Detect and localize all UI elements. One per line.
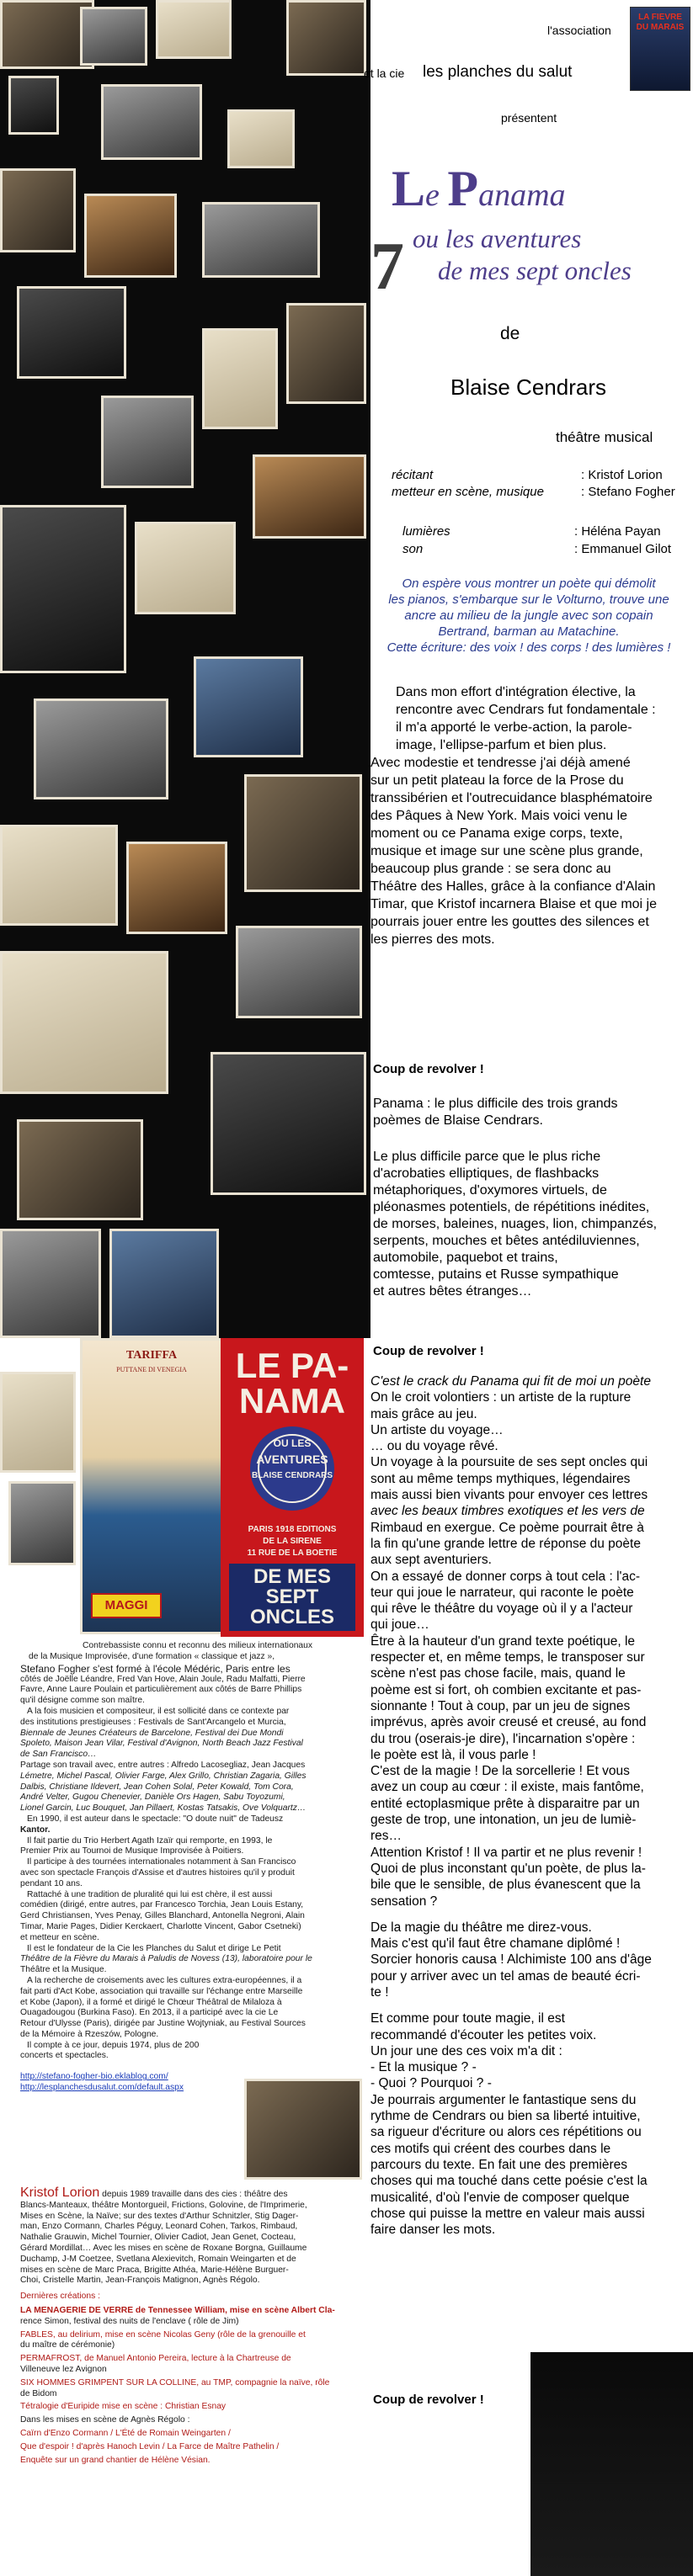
- collage-photo: [8, 1481, 76, 1565]
- collage-photo: [0, 951, 168, 1094]
- text-line: imprévus, après avoir creusé et creusé, au fond: [370, 1715, 647, 1730]
- collage-photo: [202, 328, 278, 429]
- intro-line: Avec modestie et tendresse j'ai déjà amené: [370, 756, 631, 770]
- collage-photo: [0, 825, 118, 926]
- creation-line: SIX HOMMES GRIMPENT SUR LA COLLINE, au TMP, compagnie la naïve, rôle: [20, 2377, 330, 2387]
- text-line: la fin qu'une grande lettre de réponse du poète: [370, 1536, 641, 1551]
- text-line: Sorcier honoris causa ! Alchimiste 100 ans d'âge: [370, 1952, 652, 1968]
- text-line: - Quoi ? Pourquoi ? -: [370, 2076, 492, 2091]
- collage-photo: [80, 7, 147, 66]
- tagline: [365, 576, 693, 656]
- bio-line: A la recherche de croisements avec les cultures extra-européennes, il a: [27, 1975, 302, 1985]
- text-line: De la magie du théâtre me direz-vous.: [370, 1920, 592, 1935]
- bio-line: man, Enzo Cormann, Charles Péguy, Leonard Cohen, Tarkos, Rimbaud,: [20, 2222, 298, 2232]
- credit-role: lumières: [402, 524, 450, 539]
- creation-line: Enquête sur un grand chantier de Hélène Vésian.: [20, 2455, 211, 2465]
- show-title-line-3: de mes sept oncles: [438, 256, 632, 285]
- bio-line: concerts et spectacles.: [20, 2051, 109, 2061]
- title-rest: anama: [478, 178, 566, 213]
- text-line: d'acrobaties elliptiques, de flashbacks: [373, 1166, 600, 1181]
- text-line: qui joue…: [370, 1617, 429, 1633]
- bio-line: Biennale de Jeunes Créateurs de Barcelone, Festival dei Due Mondi: [20, 1728, 284, 1738]
- badge-line-2: DU MARAIS: [636, 23, 685, 32]
- bio-line: et Kobe (Japon), il a formé et dirigé le Chœur Théâtral de Milaloza à: [20, 1997, 282, 2007]
- bio-line: mises en scène de Marc Praca, Brigitte Athéa, Marie-Hélène Burguer-: [20, 2265, 289, 2275]
- text-line: … ou du voyage rêvé.: [370, 1439, 498, 1454]
- poster-title-nama: NAMA: [239, 1381, 345, 1421]
- text-line: ces motifs qui créent des courbes dans le: [370, 2141, 611, 2156]
- intro-line: pourrais jouer entre les gouttes des silences et: [370, 915, 649, 929]
- collage-photo: [0, 1229, 101, 1338]
- intro-line: il m'a apporté le verbe-action, la parole-: [396, 720, 632, 735]
- collage-photo: [101, 396, 194, 488]
- text-line: qui rêve le théâtre du voyage où il y a l'acteur: [370, 1601, 633, 1617]
- text-line: bile que le sensible, de plus évanescent que la: [370, 1878, 641, 1893]
- bio-line: André Velter, Gugou Chenevier, Danièle Ors Hagen, Sabu Toyozumi,: [20, 1793, 285, 1803]
- creation-line: rence Simon, festival des nuits de l'enclave ( rôle de Jim): [20, 2316, 239, 2326]
- text-line: Je pourrais argumenter le fantastique sens du: [370, 2092, 637, 2107]
- header-association: l'association: [547, 24, 611, 37]
- bio-line: Blancs-Manteaux, théâtre Montorgueil, Frictions, Golovine, de l'Imprimerie,: [20, 2200, 307, 2210]
- text-line: choses qui ma touché dans cette poésie c'est la: [370, 2174, 648, 2189]
- intro-line: beaucoup plus grande : se sera donc au: [370, 862, 611, 876]
- bio-line: depuis 1989 travaille dans des cies : théâtre des: [102, 2190, 288, 2199]
- poster-ou-les: OU LES: [273, 1437, 312, 1449]
- title-letter-L: L: [392, 161, 426, 216]
- collage-photo: [126, 842, 227, 934]
- credit-name: : Kristof Lorion: [581, 468, 663, 482]
- text-line: pour y arriver avec un tel amas de beauté écri-: [370, 1968, 641, 1984]
- text-line: Un artiste du voyage…: [370, 1422, 504, 1437]
- intro-line: les pierres des mots.: [370, 932, 495, 947]
- poster-sept: SEPT: [265, 1585, 319, 1608]
- text-line: respecter et, en même temps, le transposer sur: [370, 1650, 645, 1665]
- intro-line: moment ou ce Panama exige corps, texte,: [370, 826, 623, 841]
- text-line: automobile, paquebot et trains,: [373, 1251, 558, 1265]
- collage-photo: [17, 1119, 143, 1220]
- text-line: C'est le crack du Panama qui fit de moi un poète: [370, 1374, 651, 1389]
- text-line: Un jour une des ces voix m'a dit :: [370, 2043, 562, 2058]
- intro-line: des Pâques à New York. Mais voici venu le: [370, 809, 628, 823]
- bio-line: Spoleto, Maison Jean Vilar, Festival d'Avignon, North Beach Jazz Festival: [20, 1739, 303, 1749]
- bio-line: Duchamp, J-M Coetzee, Svetlana Alexievitch, Romain Weingarten et de: [20, 2254, 296, 2264]
- section-heading: Coup de revolver !: [373, 2393, 484, 2407]
- text-line: entité ectoplasmique prête à disparaitre par un: [370, 1796, 640, 1811]
- bio-line: qu'il désigne comme son maître.: [20, 1696, 145, 1706]
- text-line: rythme de Cendrars ou bien sa liberté intuitive,: [370, 2109, 641, 2124]
- text-line: Le plus difficile parce que le plus riche: [373, 1150, 601, 1164]
- tagline-line: ancre au milieu de la jungle avec son copain: [404, 608, 653, 623]
- fievre-du-marais-badge: [630, 7, 690, 91]
- collage-photo: [286, 0, 366, 76]
- title-letter-e: e: [425, 178, 440, 213]
- bio-line: Contrebassiste connu et reconnu des milieux internationaux: [83, 1641, 313, 1650]
- tagline-line: On espère vous montrer un poète qui démolit: [402, 576, 656, 591]
- header-presente: présentent: [501, 111, 557, 125]
- text-line: Attention Kristof ! Il va partir et ne plus revenir !: [370, 1845, 642, 1860]
- section-heading: Coup de revolver !: [373, 1062, 484, 1076]
- collage-photo: [202, 202, 320, 278]
- bio-line: Lémetre, Michel Pascal, Olivier Farge, Alex Grillo, Christian Zagaria, Gilles: [20, 1771, 307, 1781]
- bio-line: avec son spectacle François d'Assise et d'autres histoires qu'il y produit: [20, 1867, 295, 1878]
- bio-line: de la Mémoire à Rzeszów, Pologne.: [20, 2029, 159, 2039]
- credit-role: metteur en scène, musique: [392, 485, 544, 499]
- bio-stefano: [20, 1641, 365, 2094]
- collage-photo: [8, 76, 59, 135]
- text-line: métaphoriques, d'oxymores virtuels, de: [373, 1183, 607, 1198]
- bio-line: de San Francisco…: [20, 1750, 97, 1760]
- intro-line: sur un petit plateau la force de la Prose du: [370, 773, 624, 788]
- dernieres-creations-label: Dernières créations :: [20, 2292, 100, 2302]
- collage-photo: [244, 774, 362, 892]
- poster-title-le-pa: LE PA-: [235, 1346, 349, 1385]
- collage-photo: [0, 168, 76, 252]
- bio-kristof: [20, 2188, 365, 2466]
- bio-line: comédien (dirigé, entre autres, par Francesco Torchia, Jean Louis Estany,: [20, 1900, 304, 1910]
- text-line: serpents, mouches et bêtes antédiluviennes,: [373, 1234, 640, 1248]
- photo-collage: [0, 0, 370, 1338]
- maggi-sign: MAGGI: [91, 1593, 162, 1618]
- bio-line: Retour d'Ulysse (Paris), dirigée par Justine Wojtyniak, au Festival Sources: [20, 2019, 306, 2029]
- collage-photo: [0, 505, 126, 673]
- performer-photo: [530, 2352, 693, 2576]
- bio-line: Il est le fondateur de la Cie les Planches du Salut et dirige Le Petit: [27, 1943, 281, 1953]
- collage-photo: [253, 454, 366, 539]
- section-heading: Coup de revolver !: [373, 1344, 484, 1358]
- poster-collage: [0, 1338, 221, 1637]
- collage-photo: [286, 303, 366, 404]
- text-line: - Et la musique ? -: [370, 2060, 477, 2075]
- poster-blaise: BLAISE CENDRARS: [251, 1471, 333, 1480]
- bio-line: Mises en Scène, la Naïve; sur des textes d'Arthur Schnitzler, Stig Dager-: [20, 2211, 299, 2221]
- collage-photo: [34, 698, 168, 799]
- section1-p1: [373, 1096, 689, 1129]
- credit-name: : Héléna Payan: [574, 524, 661, 539]
- poster-oncles: ONCLES: [249, 1606, 334, 1628]
- creation-line: du maître de cérémonie): [20, 2340, 115, 2350]
- text-line: Un voyage à la poursuite de ses sept oncles qui: [370, 1455, 648, 1470]
- bio-line: Théâtre et la Musique.: [20, 1965, 107, 1975]
- collage-photo: [156, 0, 232, 59]
- bio-line: Il compte à ce jour, depuis 1974, plus de 200: [27, 2040, 200, 2050]
- text-line: sionnante ! Tout à coup, par un jeu de signes: [370, 1698, 631, 1713]
- text-line: le poète est là, il vous parle !: [370, 1747, 536, 1762]
- intro-line: Théâtre des Halles, grâce à la confiance d'Alain: [370, 879, 656, 894]
- bio-line: Gerd Christiansen, Yves Penay, Gilles Blanchard, Antonella Negroni, Alain: [20, 1911, 305, 1921]
- creation-line: de Bidom: [20, 2388, 57, 2398]
- text-line: mais aussi bien vivants pour envoyer ces lettres: [370, 1488, 648, 1503]
- show-title-line-2: ou les aventures: [413, 224, 582, 253]
- bio-line: Rattaché à une tradition de pluralité qui lui est chère, il est aussi: [27, 1889, 273, 1899]
- text-line: poème est si fort, oh combien excitante et pas-: [370, 1682, 642, 1697]
- text-line: faire danser les mots.: [370, 2223, 496, 2238]
- bio-line: Lionel Garcin, Luc Bouquet, Jan Pillaert, Kostas Tatsakis, Ove Volquartz…: [20, 1803, 307, 1814]
- collage-photo: [236, 926, 362, 1018]
- kristof-name: Kristof Lorion: [20, 2186, 100, 2200]
- text-line: Quoi de plus inconstant qu'un poète, de plus la-: [370, 1861, 646, 1876]
- bio-line: Il participe à des tournées internationales notamment à San Francisco: [27, 1857, 296, 1867]
- text-line: parcours du texte. En fait une des premières: [370, 2157, 627, 2172]
- text-line: musicalité, d'où l'envie de composer quelque: [370, 2190, 630, 2205]
- text-line: aux sept aventuriers.: [370, 1553, 492, 1568]
- text-line: poèmes de Blaise Cendrars.: [373, 1113, 543, 1128]
- text-line: teur qui joue le narrateur, qui raconte le poète: [370, 1585, 634, 1600]
- bio-line: En 1990, il est auteur dans le spectacle: "O doute nuit" de Tadeusz: [27, 1814, 284, 1824]
- bio-line: Favre, Anne Laure Poulain et particulièrement aux côtés de Barre Phillips: [20, 1685, 302, 1695]
- show-title-number: 7: [370, 230, 404, 304]
- collage-photo: [17, 286, 126, 379]
- credit-name: : Emmanuel Gilot: [574, 542, 672, 556]
- credit-name: : Stefano Fogher: [581, 485, 675, 499]
- show-title-line-1: [392, 160, 566, 218]
- panama-poster: [221, 1338, 364, 1637]
- creation-line: Caïrn d'Enzo Cormann / L'Été de Romain Weingarten /: [20, 2428, 231, 2438]
- text-line: sa rigueur d'écriture ou alors ces répétitions ou: [370, 2125, 642, 2140]
- text-line: Panama : le plus difficile des trois grands: [373, 1097, 618, 1111]
- bio-line: Dalbis, Christiane Ildevert, Jean Cohen Solal, Peter Kowald, Tom Cora,: [20, 1782, 294, 1792]
- text-line: avec les beaux timbres exotiques et les vers de: [370, 1504, 645, 1519]
- header-cie-name: les planches du salut: [423, 63, 573, 81]
- intro-line: musique et image sur une scène plus grande,: [370, 844, 643, 858]
- text-line: avez un coup au cœur : il existe, mais fantôme,: [370, 1780, 644, 1795]
- bio-line: Théâtre de la Fièvre du Marais à Paludis de Novess (13), laboratoire pour le: [20, 1954, 312, 1964]
- tagline-line: les pianos, s'embarque sur le Volturno, trouve une: [388, 592, 669, 607]
- text-line: sont au même temps mythiques, légendaires: [370, 1471, 631, 1486]
- text-line: res…: [370, 1829, 402, 1844]
- creation-line: Villeneuve lez Avignon: [20, 2364, 107, 2374]
- collage-photo: [109, 1229, 219, 1338]
- creation-line: FABLES, au delirium, mise en scène Nicolas Geny (rôle de la grenouille et: [20, 2329, 306, 2340]
- collage-photo: [194, 656, 303, 757]
- bio-line: Partage son travail avec, entre autres : Alfredo Lacosegliaz, Jean Jacques: [20, 1760, 306, 1770]
- collage-photo: [227, 109, 295, 168]
- bio-line: des institutions prestigieuses : Festivals de Sant'Arcangelo et Murcia,: [20, 1717, 286, 1727]
- text-line: mais grâce au jeu.: [370, 1406, 477, 1421]
- section2-text: [370, 1373, 690, 2238]
- author-name: Blaise Cendrars: [450, 374, 606, 400]
- bio-line: de la Musique Improvisée, d'une formation « classique et jazz »,: [29, 1651, 275, 1661]
- genre: théâtre musical: [556, 429, 653, 445]
- book-title-tariffa: TARIFFA: [125, 1349, 178, 1362]
- book-cover: [80, 1338, 223, 1634]
- credit-role: son: [402, 542, 424, 556]
- spacer: [370, 2000, 690, 2010]
- tagline-line: Cette écriture: des voix ! des corps ! des lumières !: [386, 640, 671, 655]
- bio-line: A la fois musicien et compositeur, il est sollicité dans ce contexte par: [27, 1706, 290, 1716]
- collage-photo: [0, 1372, 76, 1473]
- text-line: et autres bêtes étranges…: [373, 1284, 532, 1299]
- intro-line: transsibérien et l'outrecuidance blasphématoire: [370, 791, 653, 805]
- bio-line: côtés de Joëlle Léandre, Fred Van Hove, Alain Joule, Radu Malfatti, Pierre: [20, 1674, 306, 1684]
- text-line: comtesse, putains et Russe sympathique: [373, 1267, 619, 1282]
- title-letter-P: P: [447, 161, 479, 216]
- bio-line: Ouagadougou (Burkina Faso). En 2013, il a participé avec la cie Le: [20, 2008, 279, 2018]
- intro-line: rencontre avec Cendrars fut fondamentale :: [396, 703, 656, 717]
- poster-de-mes: DE MES: [253, 1565, 331, 1588]
- bio-line: Premier Prix au Tournoi de Musique Improvisée à Poitiers.: [20, 1846, 244, 1856]
- intro-line: Dans mon effort d'intégration élective, la: [396, 685, 636, 699]
- stefano-photo: [244, 2079, 362, 2180]
- poster-publisher-3: 11 RUE DE LA BOETIE: [247, 1548, 338, 1558]
- text-line: de morses, baleines, nuages, lion, chimpanzés,: [373, 1217, 658, 1231]
- title-de: de: [500, 324, 520, 343]
- text-line: Être à la hauteur d'un grand texte poétique, le: [370, 1633, 636, 1649]
- intro-text: [370, 683, 689, 948]
- text-line: recommandé d'écouter les petites voix.: [370, 2027, 597, 2042]
- creation-line: Dans les mises en scène de Agnès Régolo :: [20, 2415, 190, 2425]
- bio-line: Kantor.: [20, 1824, 51, 1835]
- collage-photo: [211, 1052, 366, 1195]
- header-cie-prefix: et la cie: [364, 66, 405, 80]
- text-line: Et comme pour toute magie, il est: [370, 2011, 565, 2026]
- intro-line: image, l'ellipse-parfum et bien plus.: [396, 738, 607, 752]
- poster-aventures: AVENTURES: [256, 1453, 328, 1466]
- bio-line: Il fait partie du Trio Herbert Agath Izaïr qui remporte, en 1993, le: [27, 1835, 273, 1846]
- creation-line: PERMAFROST, de Manuel Antonio Pereira, lecture à la Chartreuse de: [20, 2354, 291, 2364]
- text-line: scène n'est pas chose facile, mais, quand le: [370, 1666, 626, 1681]
- creation-line: Tétralogie d'Euripide mise en scène : Christian Esnay: [20, 2402, 227, 2412]
- creation-line: Que d'espoir ! d'après Hanoch Levin / La Farce de Maître Pathelin /: [20, 2441, 280, 2451]
- creation-line: LA MENAGERIE DE VERRE de Tennessee William, mise en scène Albert Cla-: [20, 2305, 335, 2315]
- book-subtitle: PUTTANE DI VENEGIA: [116, 1366, 187, 1373]
- bio-line: Gérard Mordillat… Avec les mises en scène de Roxane Borgna, Guillaume: [20, 2243, 307, 2253]
- text-line: te !: [370, 1984, 389, 2000]
- text-line: geste de trop, une intonation, un jeu de lumiè-: [370, 1813, 637, 1828]
- text-line: Rimbaud en exergue. Ce poème pourrait être à: [370, 1520, 644, 1535]
- badge-line-1: LA FIEVRE: [638, 13, 682, 22]
- tagline-line: Bertrand, barman au Matachine.: [438, 624, 620, 639]
- credit-role: récitant: [392, 468, 434, 482]
- poster-publisher-1: PARIS 1918 EDITIONS: [248, 1525, 337, 1534]
- poster-publisher-2: DE LA SIRENE: [263, 1537, 322, 1546]
- intro-line: Timar, que Kristof incarnera Blaise et que moi je: [370, 897, 658, 911]
- bio-line: Stefano Fogher s'est formé à l'école Médéric, Paris entre les: [20, 1662, 291, 1675]
- text-line: pléonasmes potentiels, de répétitions inédites,: [373, 1200, 650, 1214]
- text-line: chose qui puisse la mettre en valeur mais aussi: [370, 2206, 645, 2221]
- poster-emblem: [242, 1422, 343, 1515]
- stefano-bio-link[interactable]: http://stefano-fogher-bio.eklablog.com/: [20, 2072, 168, 2082]
- bio-line: Timar, Marie Pages, Didier Kerckaert, Charlotte Vincent, Gabor Csetneki): [20, 1921, 301, 1931]
- planches-du-salut-link[interactable]: http://lesplanchesdusalut.com/default.aspx: [20, 2083, 184, 2093]
- collage-photo: [135, 522, 236, 614]
- text-line: On a essayé de donner corps à tout cela : l'ac-: [370, 1569, 641, 1584]
- bio-line: pendant 10 ans.: [20, 1878, 83, 1888]
- collage-photo: [84, 194, 177, 278]
- text-line: Mais c'est qu'il faut être chamane diplômé !: [370, 1936, 621, 1952]
- bio-line: et metteur en scène.: [20, 1932, 99, 1942]
- bio-line: Nathalie Grauwin, Michel Tournier, Olivier Cadiot, Jean Genet, Cocteau,: [20, 2233, 296, 2243]
- text-line: C'est de la magie ! De la sorcellerie ! Et vous: [370, 1764, 630, 1779]
- collage-photo: [101, 84, 202, 160]
- text-line: On le croit volontiers : un artiste de la rupture: [370, 1390, 632, 1405]
- text-line: du trou (oserais-je dire), l'incarnation s'opère :: [370, 1731, 636, 1746]
- text-line: sensation ?: [370, 1893, 438, 1909]
- bio-line: Choi, Cristelle Martin, Jean-François Matignon, Agnès Régolo.: [20, 2276, 260, 2286]
- section1-p2: [373, 1149, 689, 1300]
- bio-line: fait parti d'Act Kobe, association qui travaille sur l'échange entre Marseille: [20, 1986, 303, 1996]
